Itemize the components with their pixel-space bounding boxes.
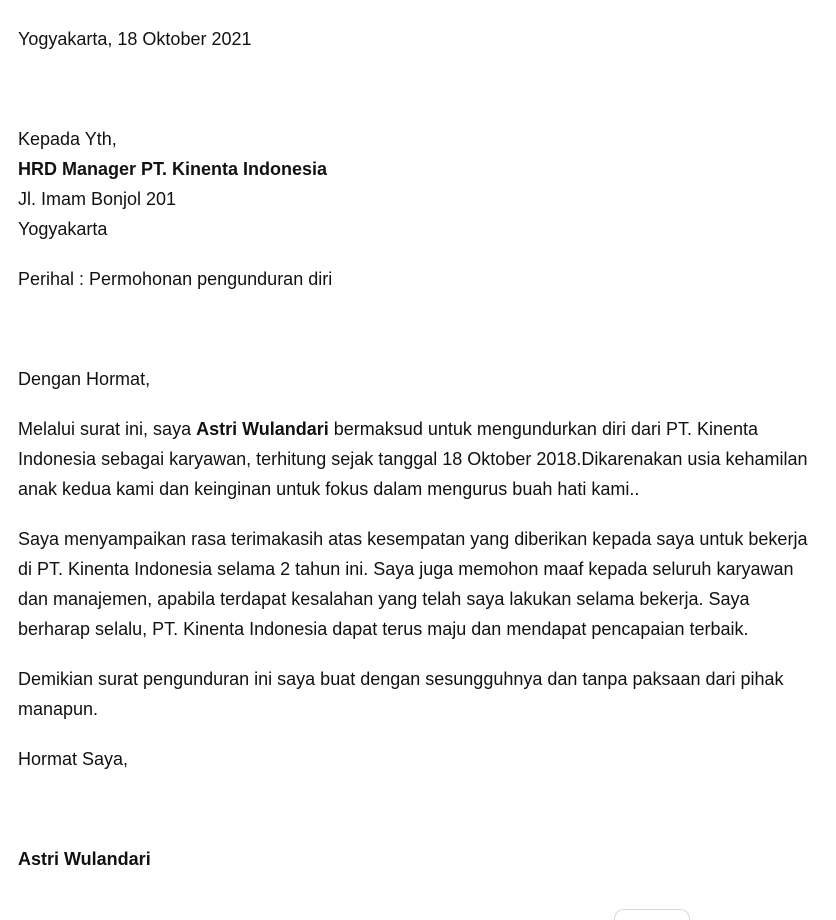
paragraph-gratitude: Saya menyampaikan rasa terimakasih atas kesempatan yang diberikan kepada saya untuk bekerja di PT. Kinenta Indonesia selama 2 tahun ini. Saya juga memohon maaf kepada seluruh karyawan dan manajemen, apabila terdapat kesalahan yang telah saya lakukan selama bekerja. Saya berharap selalu, PT. Kinenta Indonesia dapat terus maju dan mendapat pencapaian terbaik.: [18, 529, 808, 639]
paragraph-intro-prefix: Melalui surat ini, saya: [18, 419, 197, 439]
paragraph-closing-statement: Demikian surat pengunduran ini saya buat dengan sesungguhnya dan tanpa paksaan dari pihak manapun.: [18, 669, 784, 719]
recipient-city: Yogyakarta: [18, 219, 108, 239]
resignation-letter: [18, 24, 823, 874]
spacer: [18, 54, 823, 124]
recipient-address: Jl. Imam Bonjol 201: [18, 189, 177, 209]
spacer: [18, 294, 823, 364]
recipient-block: [18, 124, 823, 244]
recipient-salutation: Kepada Yth,: [18, 129, 117, 149]
spacer: [18, 244, 823, 264]
spacer: [18, 394, 823, 414]
paragraph-intro-suffix: bermaksud untuk mengundurkan diri dari PT. Kinenta Indonesia sebagai karyawan, terhitung sejak tanggal 18 Oktober 2018.Dikarenakan usia kehamilan anak kedua kami dan keinginan untuk fokus dalam mengurus buah hati kami..: [18, 419, 808, 499]
page-edge-tab: [614, 909, 690, 920]
spacer: [18, 724, 823, 744]
signature-name: Astri Wulandari: [18, 849, 151, 869]
paragraph-intro-name: Astri Wulandari: [196, 419, 329, 439]
letter-closing: Hormat Saya,: [18, 749, 129, 769]
signature-space: [18, 774, 823, 844]
spacer: [18, 504, 823, 524]
letter-date: Yogyakarta, 18 Oktober 2021: [18, 29, 252, 49]
letter-subject: Perihal : Permohonan pengunduran diri: [18, 269, 333, 289]
letter-greeting: Dengan Hormat,: [18, 369, 151, 389]
recipient-name: HRD Manager PT. Kinenta Indonesia: [18, 159, 328, 179]
paragraph-intro: [18, 414, 823, 504]
spacer: [18, 644, 823, 664]
